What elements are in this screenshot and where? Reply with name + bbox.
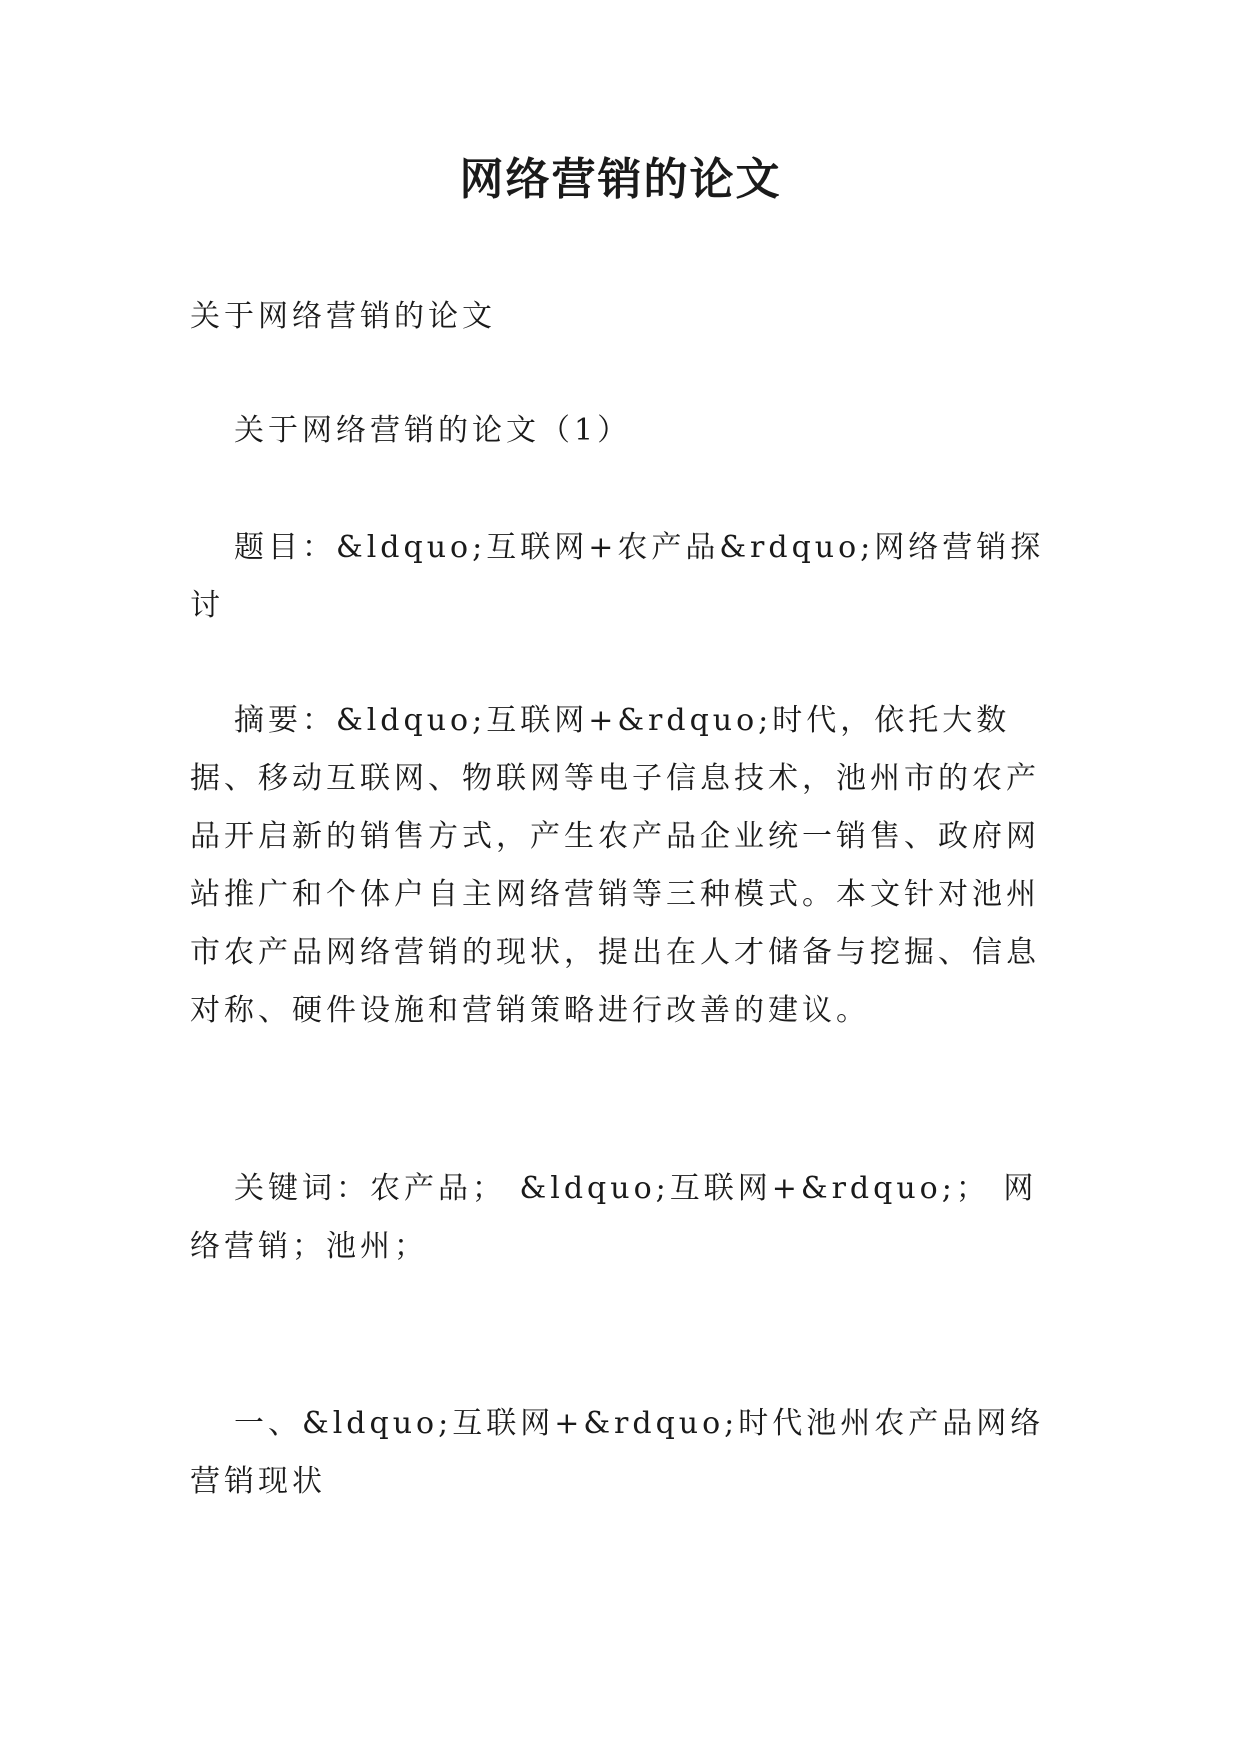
abstract-paragraph: 摘要：&ldquo;互联网+&rdquo;时代，依托大数据、移动互联网、物联网等电子信息技术，池州市的农产品开启新的销售方式，产生农产品企业统一销售、政府网站推广和个体户自主网络营销等三种模式。本文针对池州市农产品网络营销的现状，提出在人才储备与挖掘、信息对称、硬件设施和营销策略进行改善的建议。: [190, 703, 1040, 1028]
keywords-paragraph: 关键词：农产品； &ldquo;互联网+&rdquo;； 网络营销；池州；: [190, 1171, 1038, 1264]
section-label: 关于网络营销的论文（1）: [234, 413, 632, 448]
section-heading: 一、&ldquo;互联网+&rdquo;时代池州农产品网络营销现状: [190, 1406, 1045, 1499]
document-subtitle: 关于网络营销的论文: [190, 299, 496, 334]
topic-line: 题目：&ldquo;互联网+农产品&rdquo;网络营销探讨: [190, 530, 1045, 623]
document-title: 网络营销的论文: [459, 154, 782, 205]
